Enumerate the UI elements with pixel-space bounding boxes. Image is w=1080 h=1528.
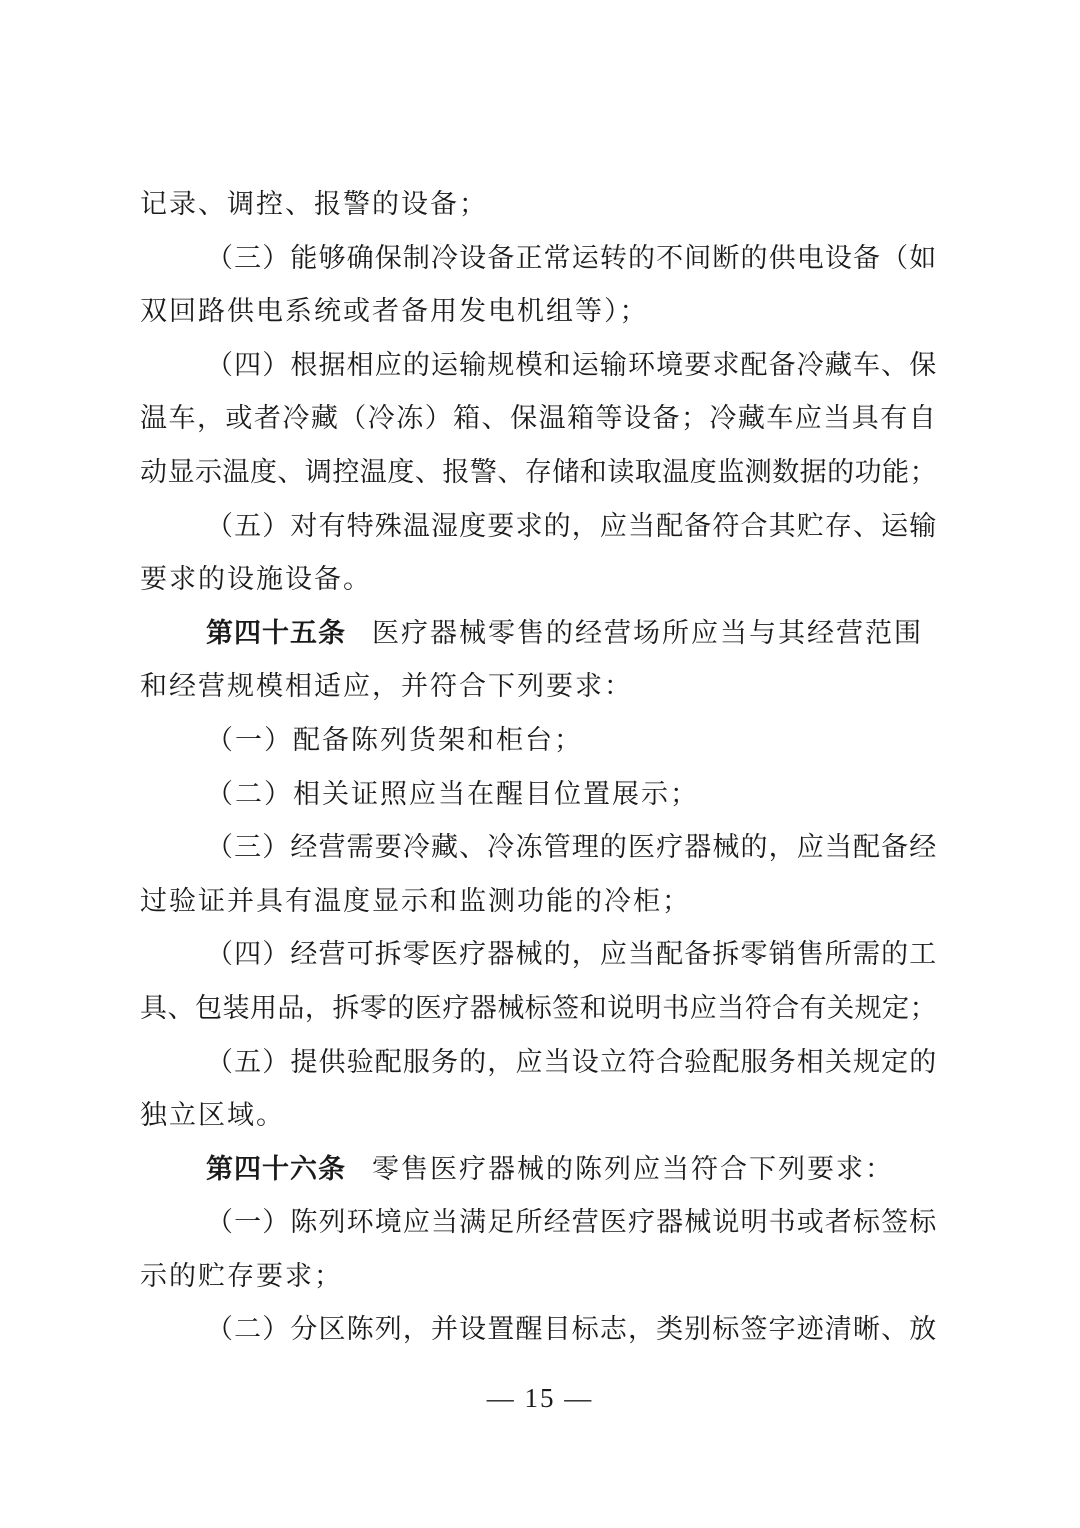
text-line: （四）根据相应的运输规模和运输环境要求配备冷藏车、保 xyxy=(206,349,938,381)
article-number: 第四十六条 xyxy=(206,1153,346,1185)
page-number: — 15 — xyxy=(486,1383,594,1413)
text-line: （五）提供验配服务的，应当设立符合验配服务相关规定的 xyxy=(206,1046,938,1078)
text-line: 和经营规模相适应，并符合下列要求： xyxy=(140,671,633,703)
text-line: 动显示温度、调控温度、报警、存储和读取温度监测数据的功能； xyxy=(140,456,938,488)
article-text: 零售医疗器械的陈列应当符合下列要求： xyxy=(372,1153,894,1185)
text-line: （三）能够确保制冷设备正常运转的不间断的供电设备（如 xyxy=(206,242,938,274)
text-line: （一）陈列环境应当满足所经营医疗器械说明书或者标签标 xyxy=(206,1207,938,1239)
body-text xyxy=(140,178,940,1357)
text-line: 独立区域。 xyxy=(140,1100,285,1132)
text-line: 具、包装用品，拆零的医疗器械标签和说明书应当符合有关规定； xyxy=(140,992,938,1024)
article-45-heading-line xyxy=(140,607,940,661)
text-line: 记录、调控、报警的设备； xyxy=(140,189,488,220)
text-line: （二）分区陈列，并设置醒目标志，类别标签字迹清晰、放 xyxy=(206,1314,938,1346)
text-line: 过验证并具有温度显示和监测功能的冷柜； xyxy=(140,885,691,917)
text-line: 示的贮存要求； xyxy=(140,1260,343,1292)
text-line: （五）对有特殊温湿度要求的，应当配备符合其贮存、运输 xyxy=(206,510,938,542)
text-line: （三）经营需要冷藏、冷冻管理的医疗器械的，应当配备经 xyxy=(206,832,938,864)
text-line: （二）相关证照应当在醒目位置展示； xyxy=(206,778,699,810)
text-line: （一）配备陈列货架和柜台； xyxy=(206,724,583,756)
article-46-heading-line xyxy=(140,1143,940,1197)
text-line: 温车，或者冷藏（冷冻）箱、保温箱等设备；冷藏车应当具有自 xyxy=(140,403,938,435)
article-number: 第四十五条 xyxy=(206,617,346,649)
article-text: 医疗器械零售的经营场所应当与其经营范围 xyxy=(372,617,923,649)
text-line: 要求的设施设备。 xyxy=(140,564,372,596)
text-line: （四）经营可拆零医疗器械的，应当配备拆零销售所需的工 xyxy=(206,939,938,971)
text-line: 双回路供电系统或者备用发电机组等）； xyxy=(140,296,649,328)
